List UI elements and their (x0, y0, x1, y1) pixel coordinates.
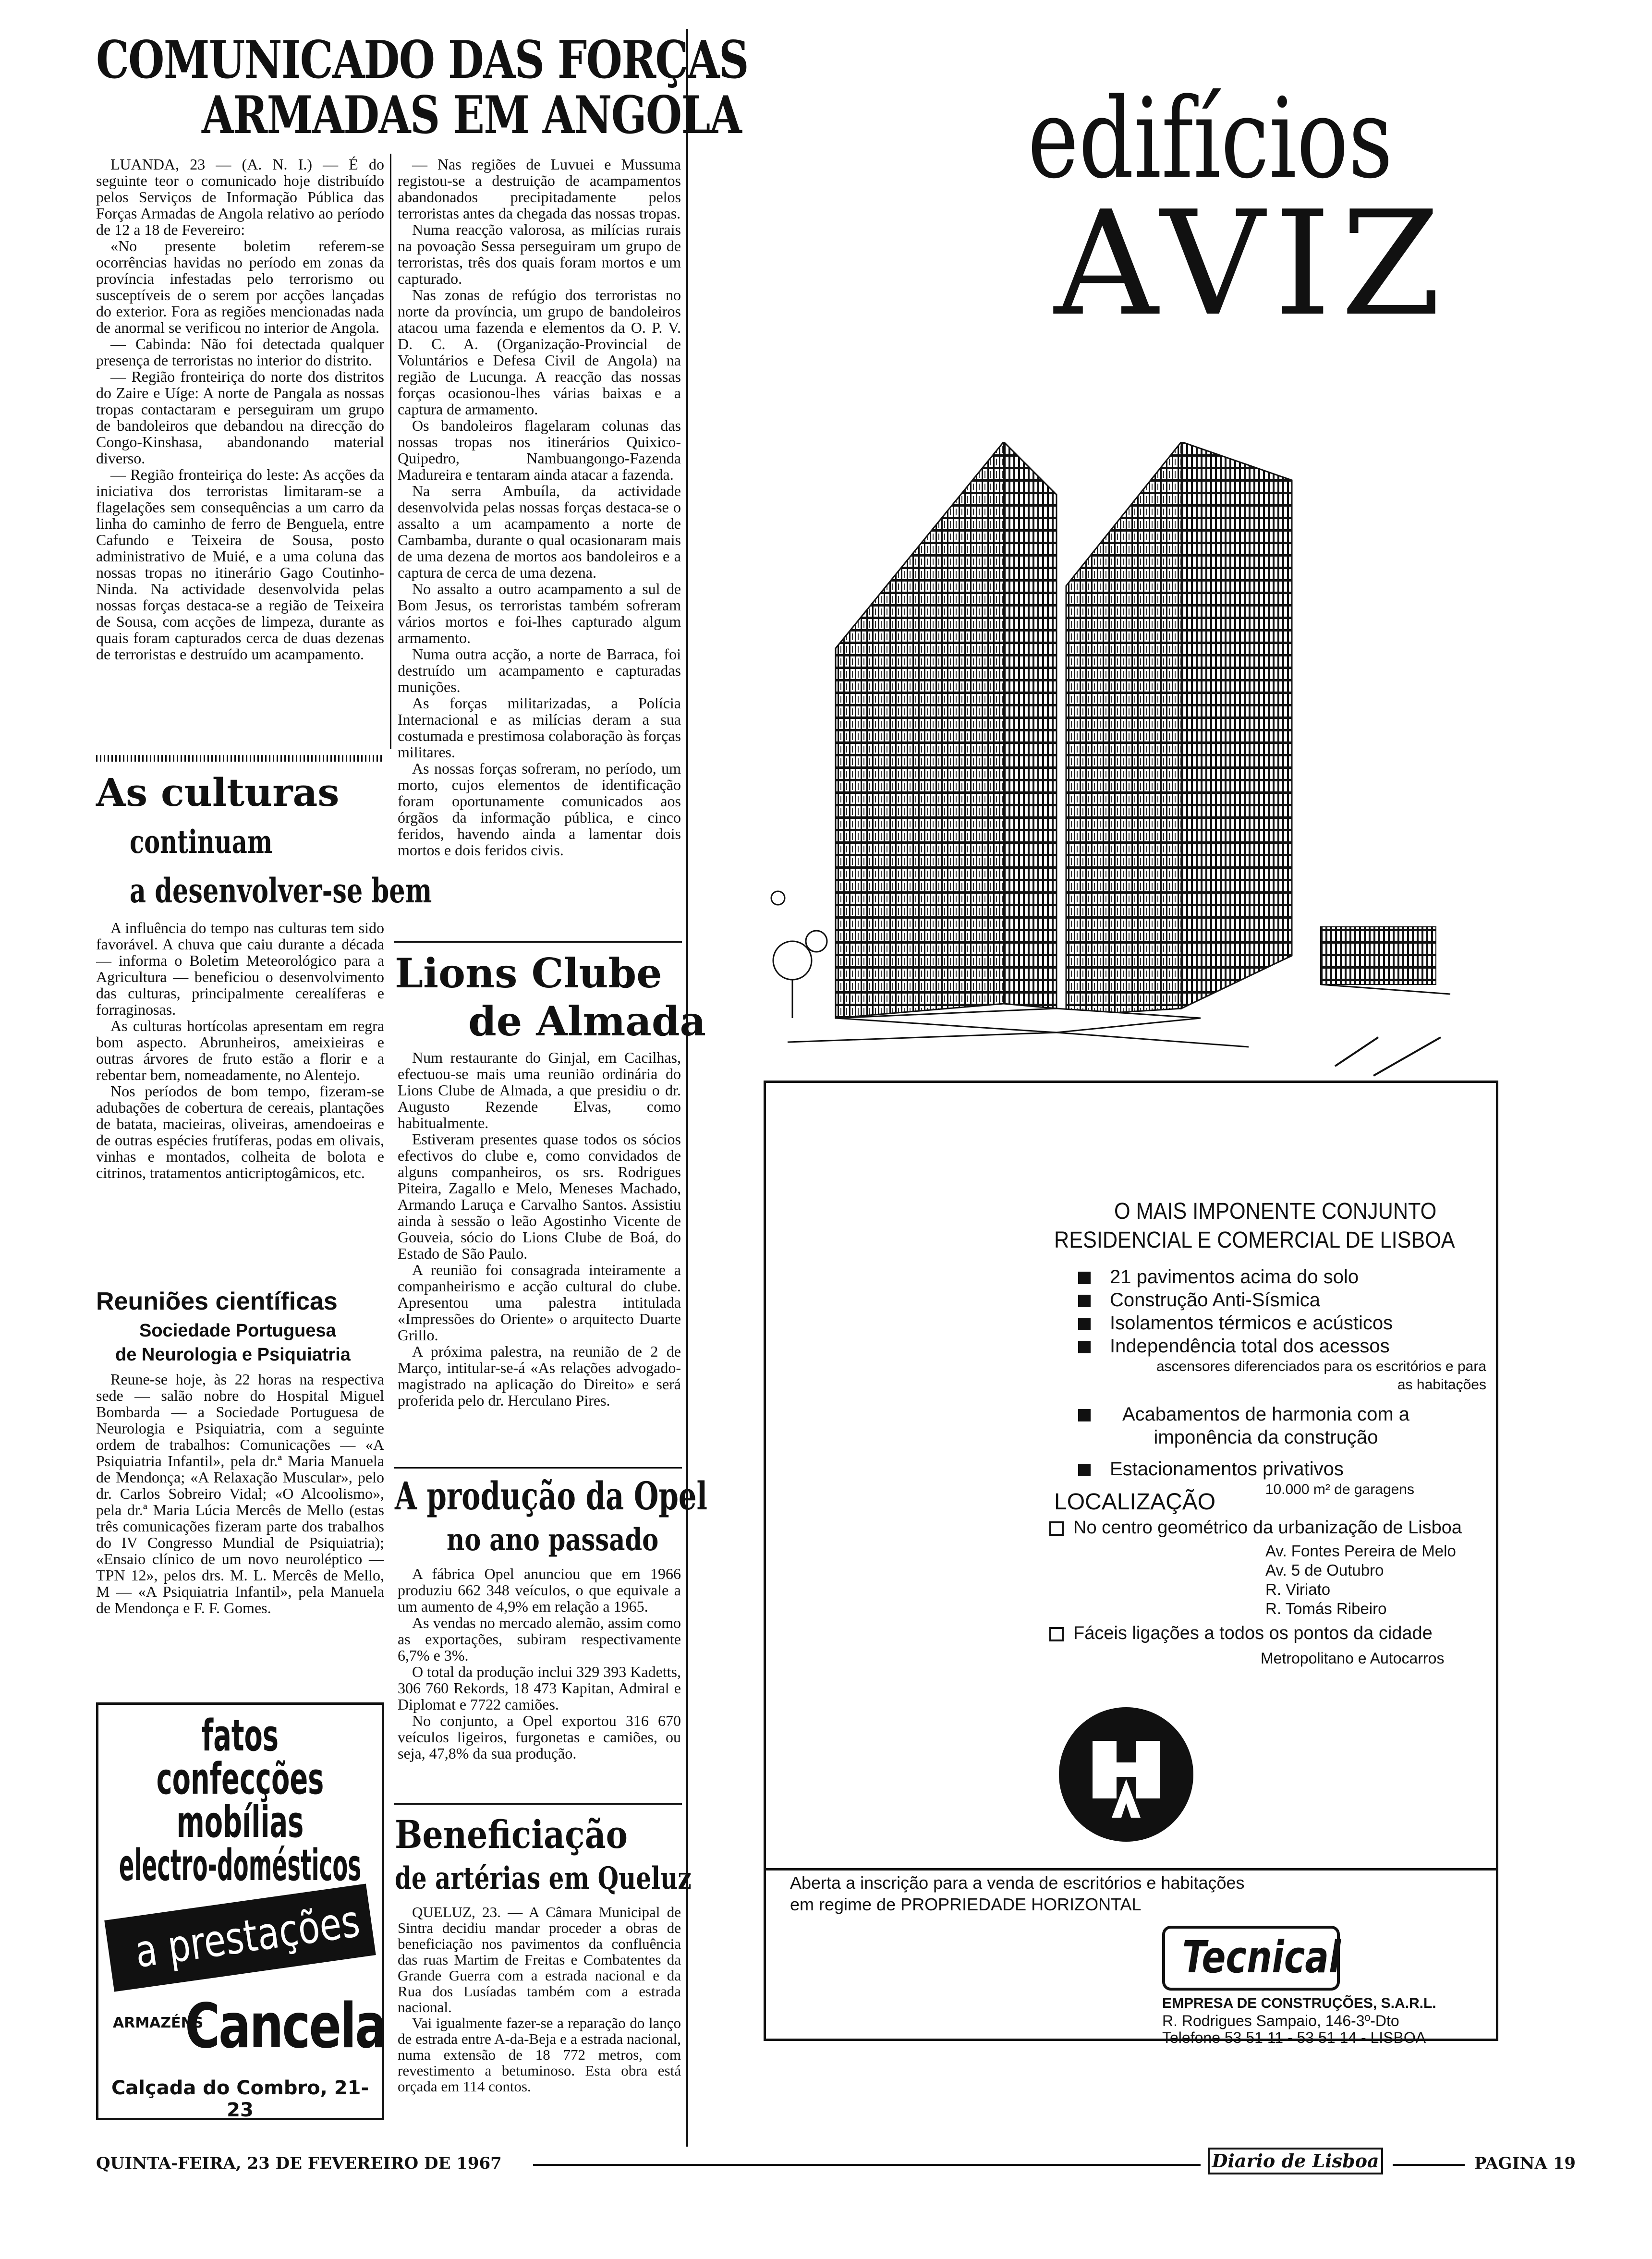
paragraph: — Região fronteiriça do leste: As acções da iniciativa dos terroristas limitaram-se a flagelações sem consequências a um carro da linha do caminho de ferro de Benguela, entre Cafundo e Teixeira de Sousa, posto administrativo de Muié, e a uma coluna das nossas tropas no itinerário Gago Coutinho-Ninda. Na actividade desenvolvida pelas nossas forças destaca-se a região de Teixeira de Sousa, com acções de limpeza, durante as quais foram capturados cerca de duas dezenas de terroristas e destruído um acampamento. (96, 466, 384, 663)
paragraph: QUELUZ, 23. — A Câmara Municipal de Sintra decidiu mandar proceder a obras de beneficiação nos pavimentos da confluência das ruas Martim de Freitas e Combatentes da Grande Guerra com a estrada nacional e da Rua dos Lusíadas também com a estrada nacional. (398, 1904, 681, 2016)
checkbox-icon (1049, 1521, 1064, 1536)
headline-opel-2: no ano passado (447, 1522, 659, 1558)
ad-line-confeccoes: confecções (156, 1754, 324, 1804)
ad-aviz-title-1: edifícios (1028, 75, 1393, 203)
paragraph: — Nas regiões de Luvuei e Mussuma registou-se a destruição de acampamentos abandonados precipitadamente pelos terroristas antes da chegada das nossas tropas. (398, 156, 681, 222)
feature-item (1078, 1288, 1486, 1312)
paragraph: A próxima palestra, na reunião de 2 de Março, intitular-se-á «As relações advogado-magistrado na aplicação do Direito» e será proferida pelo dr. Herculano Pires. (398, 1343, 681, 1409)
headline-queluz-1: Beneficiação (395, 1812, 628, 1857)
footer-page: PAGINA 19 (1474, 2154, 1576, 2173)
paragraph: Vai igualmente fazer-se a reparação do lanço de estrada entre A-da-Beja e a estrada nacional, numa extensão de 18 772 metros, com revestimento a betuminoso. Esta obra está orçada em 114 contos. (398, 2015, 681, 2095)
street: Av. 5 de Outubro (1265, 1561, 1384, 1579)
paragraph: Nos períodos de bom tempo, fizeram-se adubações de cobertura de cereais, plantações de batata, macieiras, oliveiras, amendoeiras e de outras espécies frutíferas, podas em olivais, vinhas e montados, colheita de bolota e citrinos, tratamentos anticriptogâmicos, etc. (96, 1082, 384, 1181)
footer-rule (1393, 2164, 1465, 2166)
feature-text: Acabamentos de harmonia com a imponência da construção (1122, 1404, 1410, 1448)
divider (394, 1467, 682, 1469)
feature-text: Construção Anti-Sísmica (1110, 1289, 1320, 1311)
footer-masthead (1208, 2148, 1383, 2174)
paragraph: — Cabinda: Não foi detectada qualquer presença de terroristas no interior do distrito. (96, 335, 384, 369)
aviz-tagline-2: RESIDENCIAL E COMERCIAL DE LISBOA (1054, 1227, 1455, 1253)
bullet-icon (1078, 1295, 1091, 1307)
subhead-reunioes-1: Sociedade Portuguesa (139, 1321, 336, 1341)
column-rule (686, 29, 688, 2147)
queluz-body (398, 1904, 681, 2130)
feature-sub: ascensores diferenciados para os escritórios e para as habitações (1156, 1359, 1486, 1393)
aviz-location-2 (1049, 1623, 1433, 1644)
aviz-logo-icon (1059, 1707, 1193, 1842)
tecnical-logo (1162, 1926, 1340, 1991)
bullet-icon (1078, 1341, 1091, 1353)
tecnical-logo-text: Tecnical (1182, 1931, 1341, 1983)
footer-date: QUINTA-FEIRA, 23 DE FEVEREIRO DE 1967 (96, 2154, 502, 2173)
aviz-location-1 (1049, 1518, 1462, 1538)
bullet-icon (1078, 1409, 1091, 1421)
ad-brand-prefix: ARMAZÉNS (113, 2015, 204, 2031)
paragraph: Num restaurante do Ginjal, em Cacilhas, efectuou-se mais uma reunião ordinária do Lions Clube de Almada, a que presidiu o dr. Augusto Rezende Elvas, como habitualmente. (398, 1049, 681, 1131)
angola-column-2 (398, 156, 681, 934)
headline-angola-line1: COMUNICADO DAS FORÇAS (96, 30, 748, 90)
reunioes-body (96, 1371, 384, 1678)
separator-dots (96, 755, 384, 762)
angola-column-1 (96, 156, 384, 749)
bullet-icon (1078, 1464, 1091, 1476)
feature-text: Estacionamentos privativos (1110, 1458, 1344, 1480)
ad-aviz-box (764, 1081, 1498, 1870)
ad-line-electro: electro-domésticos (119, 1840, 362, 1891)
left-tower-side (1004, 442, 1057, 1008)
feature-item (1078, 1312, 1486, 1335)
headline-culturas-line1: As culturas (96, 770, 340, 815)
divider (394, 941, 682, 943)
street: R. Viriato (1265, 1580, 1331, 1598)
right-tower-face (1066, 442, 1181, 1016)
ad-cancela (96, 1702, 384, 2120)
location-text: Fáceis ligações a todos os pontos da cidade (1073, 1623, 1433, 1643)
paragraph: Numa outra acção, a norte de Barraca, foi destruído um acampamento e capturadas munições. (398, 645, 681, 695)
culturas-body (96, 920, 384, 1256)
paragraph: As culturas hortícolas apresentam em regra bom aspecto. Abrunheiros, ameixieiras e outras árvores de fruto estão a florir e a rebentar bem, nomeadamente, no Alentejo. (96, 1017, 384, 1083)
aviz-sales-1: Aberta a inscrição para a venda de escritórios e habitações (790, 1873, 1245, 1893)
banner-text: a prestações (132, 1895, 363, 1978)
location-text: No centro geométrico da urbanização de Lisboa (1073, 1518, 1462, 1538)
ad-address: Calçada do Combro, 21-23 (111, 2077, 369, 2121)
aviz-tagline-1: O MAIS IMPONENTE CONJUNTO (1114, 1199, 1437, 1224)
street: R. Tomás Ribeiro (1265, 1600, 1387, 1617)
feature-text: Isolamentos térmicos e acústicos (1110, 1312, 1393, 1334)
feature-item (1078, 1457, 1486, 1481)
divider (394, 1803, 682, 1805)
paragraph: As forças militarizadas, a Polícia Internacional e as milícias deram a sua costumada e prestimosa colaboração às forças militares. (398, 694, 681, 761)
ad-line-fatos: fatos (201, 1711, 279, 1761)
ad-aviz-title-2: AVIZ (1054, 180, 1451, 348)
paragraph: A reunião foi consagrada inteiramente a companheirismo e acção cultural do clube. Apresentou uma palestra intitulada «Impressões do Oriente» o arquitecto Duarte Grillo. (398, 1261, 681, 1344)
company-name: EMPRESA DE CONSTRUÇÕES, S.A.R.L. (1162, 1995, 1436, 2011)
column-rule (390, 154, 391, 749)
feature-item (1078, 1403, 1486, 1449)
paragraph: Nas zonas de refúgio dos terroristas no norte da província, um grupo de bandoleiros atacou uma fazenda e elementos da O. P. V. D. C. A. (Organização-Provincial de Voluntários e Defesa Civil de Angola) na região de Lucunga. A reacção das nossas forças ocasionou-lhes várias baixas e a captura de armamento. (398, 286, 681, 418)
paragraph: As nossas forças sofreram, no período, um morto, cujos elementos de identificação foram oportunamente comunicados aos órgãos da informação pública, e cinco feridos, havendo ainda a lamentar dois mortos e dois feridos civis. (398, 760, 681, 859)
feature-text: Independência total dos acessos (1110, 1336, 1390, 1357)
bullet-icon (1078, 1272, 1091, 1284)
checkbox-icon (1049, 1627, 1064, 1641)
headline-opel-1: A produção da Opel (395, 1473, 708, 1518)
headline-angola-line2: ARMADAS EM ANGOLA (202, 85, 741, 146)
paragraph: Os bandoleiros flagelaram colunas das nossas tropas nos itinerários Quixico-Quipedro, Nambuangongo-Fazenda Madureira e tentaram ainda atacar a fazenda. (398, 417, 681, 483)
headline-culturas-line3: a desenvolver-se bem (130, 871, 432, 911)
paragraph: LUANDA, 23 — (A. N. I.) — É do seguinte teor o comunicado hoje distribuído pelos Serviços de Informação Pública das Forças Armadas de Angola relativo ao período de 12 a 18 de Fevereiro: (96, 156, 384, 238)
paragraph: Na serra Ambuíla, da actividade desenvolvida pelas nossas forças destaca-se o assalto a um acampamento a norte de Cambamba, durante o qual ocasionaram mais de uma dezena de mortos aos bandoleiros e a captura de cerca de uma dezena. (398, 482, 681, 581)
paragraph: Numa reacção valorosa, as milícias rurais na povoação Sessa perseguiram um grupo de terroristas, três dos quais foram mortos e um capturado. (398, 221, 681, 287)
paragraph: No conjunto, a Opel exportou 316 670 veículos ligeiros, furgonetas e camiões, ou seja, 47,8% da sua produção. (398, 1712, 681, 1762)
aviz-sales-2: em regime de PROPRIEDADE HORIZONTAL (790, 1895, 1142, 1914)
company-phone: Telefone 53 51 11 - 53 51 14 - LISBOA (1162, 2029, 1426, 2046)
paragraph: «No presente boletim referem-se ocorrências havidas no período em zonas da província infestadas pelo terrorismo ou susceptíveis de o serem por acções lançadas do exterior. Fora as regiões mencionadas nada de anormal se verificou no interior de Angola. (96, 237, 384, 336)
building-illustration (768, 442, 1489, 1114)
lions-body (398, 1049, 681, 1462)
street: Av. Fontes Pereira de Melo (1265, 1542, 1456, 1560)
subhead-reunioes-2: de Neurologia e Psiquiatria (115, 1345, 351, 1365)
right-tower-side (1181, 442, 1292, 1008)
headline-culturas-line2: continuam (130, 823, 273, 861)
paragraph: O total da produção inclui 329 393 Kadetts, 306 760 Rekords, 18 473 Kapitan, Admiral e Diplomat e 7722 camiões. (398, 1663, 681, 1713)
paragraph: Estiveram presentes quase todos os sócios efectivos do clube e, como convidados de alguns companheiros, os srs. Rodrigues Piteira, Zagallo e Melo, Meneses Machado, Armando Laruça e Carvalho Santos. Assistiu ainda à sessão o leão Agostinho Vicente de Gouveia, sócio do Lions Clube de Boá, do Estado de São Paulo. (398, 1130, 681, 1262)
feature-sub: 10.000 m² de garagens (1265, 1482, 1414, 1497)
aviz-features (1078, 1265, 1486, 1499)
masthead-text: Diario de Lisboa (1212, 2150, 1379, 2172)
headline-reunioes: Reuniões científicas (96, 1287, 338, 1315)
paragraph: No assalto a outro acampamento a sul de Bom Jesus, os terroristas também sofreram vários mortos e foi-lhes capturado algum armamento. (398, 580, 681, 646)
aviz-location-title: LOCALIZAÇÃO (1054, 1489, 1216, 1515)
headline-lions-2: de Almada (468, 997, 706, 1045)
headline-lions-1: Lions Clube (395, 949, 662, 997)
ad-banner-prestacoes (104, 1883, 376, 1992)
company-address: R. Rodrigues Sampaio, 146-3º-Dto (1162, 2012, 1399, 2029)
paragraph: A fábrica Opel anunciou que em 1966 produziu 662 348 veículos, o que equivale a um aumento de 4,9% em relação a 1965. (398, 1566, 681, 1615)
footer-rule (533, 2164, 1201, 2166)
feature-item (1078, 1265, 1486, 1288)
ad-brand: Cancela (185, 1991, 386, 2062)
left-tower-face (836, 442, 1004, 1018)
opel-body (398, 1566, 681, 1806)
headline-queluz-2: de artérias em Queluz (395, 1860, 692, 1896)
ad-line-mobilias: mobílias (176, 1797, 304, 1847)
aviz-location-2-sub: Metropolitano e Autocarros (1261, 1650, 1445, 1667)
paragraph: A influência do tempo nas culturas tem sido favorável. A chuva que caiu durante a década — informa o Boletim Meteorológico para a Agricultura — beneficiou o desenvolvimento das culturas, principalmente cerealíferas e forraginosas. (96, 920, 384, 1018)
bullet-icon (1078, 1318, 1091, 1330)
paragraph: Reune-se hoje, às 22 horas na respectiva sede — salão nobre do Hospital Miguel Bombarda — a Sociedade Portuguesa de Neurologia e Psiquiatria, com a seguinte ordem de trabalhos: Comunicações — «A Psiquiatria Infantil», pela dr.ª Maria Manuela de Mendonça; «A Relaxação Muscular», pelo dr. Carlos Sobreiro Vidal; «O Alcoolismo», pela dr.ª Maria Lúcia Mercês de Mello (estas três comunicações fizeram parte dos trabalhos do IV Congresso Mundial de Psiquiatria); «Ensaio clínico de um novo neuroléptico — TPN 12», pelos drs. M. L. Mercês de Mello, M — «A Psiquiatria Infantil», pela Manuela de Mendonça e F. F. Gomes. (96, 1371, 384, 1616)
aviz-streets (1265, 1542, 1456, 1618)
paragraph: As vendas no mercado alemão, assim como as exportações, subiram respectivamente 6,7% e 3%. (398, 1614, 681, 1664)
feature-text: 21 pavimentos acima do solo (1110, 1266, 1359, 1287)
feature-item (1078, 1335, 1486, 1358)
paragraph: — Região fronteiriça do norte dos distritos do Zaire e Uíge: A norte de Pangala as nossas tropas contactaram e perseguiram um grupo de bandoleiros que debandou na direcção do Congo-Kinshasa, abandonando material diverso. (96, 368, 384, 467)
